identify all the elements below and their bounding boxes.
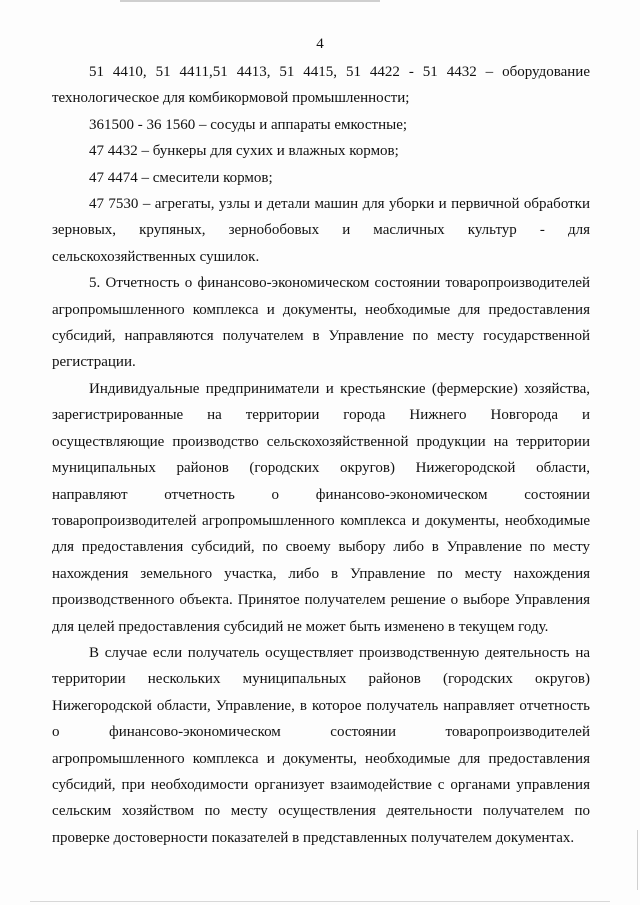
paragraph-7-line-5: направляют отчетность о финансово-экономическом состоянии [52,486,590,503]
paragraph-7-line-7: для предоставления субсидий, по своему выбору либо в Управление по месту [52,539,590,556]
paragraph-7-line-1: Индивидуальные предприниматели и крестьянские (фермерские) хозяйства, [89,380,590,397]
scan-edge-right [637,830,638,890]
paragraph-1-line-2: технологическое для комбикормовой промышленности; [52,90,410,107]
paragraph-6-line-3: субсидий, направляются получателем в Управление по месту государственной [52,328,590,345]
paragraph-8-line-6: субсидий, при необходимости организует взаимодействие с органами управления [52,776,590,793]
paragraph-8-line-1: В случае если получатель осуществляет производственную деятельность на [89,644,590,661]
paragraph-4-line-1: 47 4474 – смесители кормов; [89,169,273,186]
paragraph-8-line-5: агропромышленного комплекса и документы, необходимые для предоставления [52,750,590,767]
paragraph-8-line-2: территории нескольких муниципальных районов (городских округов) [52,671,590,688]
paragraph-6-line-1: 5. Отчетность о финансово-экономическом состоянии товаропроизводителей [89,275,590,292]
paragraph-6-line-2: агропромышленного комплекса и документы, необходимые для предоставления [52,301,590,318]
paragraph-8-line-4: о финансово-экономическом состоянии товаропроизводителей [52,724,590,741]
paragraph-7-line-2: зарегистрированные на территории города Нижнего Новгорода и [52,407,590,424]
paragraph-1-line-1: 51 4410, 51 4411,51 4413, 51 4415, 51 4422 - 51 4432 – оборудование [89,64,590,80]
scan-edge-bottom [30,901,610,902]
paragraph-7-line-8: нахождения земельного участка, либо в Управление по месту нахождения [52,565,590,582]
paragraph-7-line-6: товаропроизводителей агропромышленного комплекса и документы, необходимые [52,512,590,529]
paragraph-7-line-3: осуществляющие производство сельскохозяйственной продукции на территории [52,433,590,450]
paragraph-3-line-1: 47 4432 – бункеры для сухих и влажных кормов; [89,143,399,160]
document-body [52,59,590,851]
paragraph-7-line-4: муниципальных районов (городских округов) Нижегородской области, [52,460,590,477]
paragraph-5-line-3: сельскохозяйственных сушилок. [52,248,260,265]
paragraph-8-line-3: Нижегородской области, Управление, в которое получатель направляет отчетность [52,697,590,714]
paragraph-5-line-1: 47 7530 – агрегаты, узлы и детали машин для уборки и первичной обработки [89,196,590,213]
paragraph-8-line-8: проверке достоверности показателей в представленных получателем документах. [52,829,575,846]
paragraph-7-line-10: для целей предоставления субсидий не может быть изменено в текущем году. [52,618,549,635]
paragraph-8-line-7: сельским хозяйством по месту осуществления деятельности получателем по [52,803,590,820]
paragraph-7-line-9: производственного объекта. Принятое получателем решение о выборе Управления [52,592,590,609]
page-number: 4 [316,36,324,52]
scan-edge-top [120,0,380,2]
paragraph-6-line-4: регистрации. [52,354,136,371]
paragraph-5-line-2: зерновых, крупяных, зернобобовых и масличных культур - для [52,222,590,239]
paragraph-2-line-1: 361500 - 36 1560 – сосуды и аппараты емкостные; [89,116,408,133]
